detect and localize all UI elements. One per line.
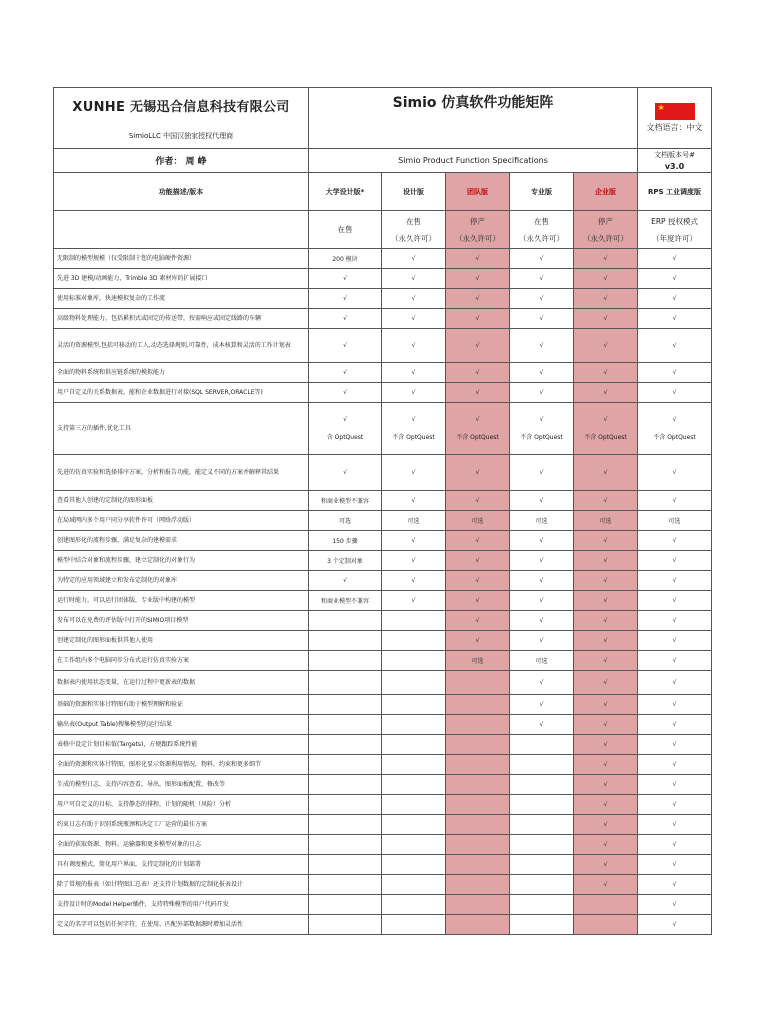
edition-cell: √ (510, 491, 574, 511)
edition-cell: √ (574, 363, 638, 383)
edition-cell: √ (574, 875, 638, 895)
edition-cell: 和商业模型不兼容 (309, 491, 382, 511)
edition-cell (446, 895, 510, 915)
edition-cell: √ (510, 363, 574, 383)
china-flag-icon: ★ (655, 103, 695, 120)
edition-cell: √ (382, 455, 446, 491)
table-row (54, 309, 712, 329)
edition-cell: √ (446, 531, 510, 551)
edition-cell (510, 795, 574, 815)
feature-column-header: 功能描述/版本 (54, 173, 309, 211)
edition-cell: √ (574, 815, 638, 835)
edition-cell: √ (382, 249, 446, 269)
subtitle: Simio Product Function Specifications (309, 149, 638, 173)
edition-cell (510, 835, 574, 855)
license-type: （永久许可） (583, 233, 629, 243)
feature-description: 生成的模型日志，支持内容查看，导出，图形面板配置，修改等 (54, 775, 309, 795)
table-row (54, 815, 712, 835)
feature-description: 查看其他人创建的定制化的图形面板 (54, 491, 309, 511)
status-text: 停产 (598, 216, 614, 226)
table-row (54, 875, 712, 895)
license-type: （年度许可） (652, 233, 698, 243)
edition-cell: √ (638, 571, 712, 591)
edition-cell: √ (382, 571, 446, 591)
edition-cell: √ (638, 329, 712, 363)
table-row (54, 651, 712, 671)
edition-cell (510, 875, 574, 895)
table-row (54, 755, 712, 775)
feature-description: 使用标准对象库，快速模拟复杂的工作流 (54, 289, 309, 309)
status-label-cell (54, 211, 309, 249)
edition-cell (382, 611, 446, 631)
edition-cell (446, 795, 510, 815)
edition-cell: √ (510, 531, 574, 551)
edition-cell (510, 735, 574, 755)
edition-cell: √ (309, 455, 382, 491)
edition-cell (446, 775, 510, 795)
edition-cell: √ (309, 363, 382, 383)
license-type: （永久许可） (455, 233, 500, 243)
edition-cell: √ (446, 631, 510, 651)
edition-cell (382, 671, 446, 695)
feature-description: 无限制的模型规模（仅受限制于您的电脑硬件资源） (54, 249, 309, 269)
table-row (54, 735, 712, 755)
edition-cell: √ (309, 571, 382, 591)
edition-cell: √ (309, 289, 382, 309)
edition-cell (446, 875, 510, 895)
edition-cell: √ (638, 455, 712, 491)
edition-cell (382, 775, 446, 795)
edition-cell: √ 不含 OptQuest (638, 403, 712, 455)
edition-cell (382, 895, 446, 915)
feature-description: 定义的名字可以包括任何字符，在使用、匹配外部数据源时增加灵活性 (54, 915, 309, 935)
edition-cell (510, 815, 574, 835)
table-row (54, 671, 712, 695)
edition-cell: 200 模块 (309, 249, 382, 269)
product-title-cell (309, 88, 638, 149)
edition-cell (446, 915, 510, 935)
edition-cell: √ (638, 591, 712, 611)
table-row (54, 491, 712, 511)
table-row (54, 455, 712, 491)
edition-cell: √ (574, 551, 638, 571)
license-type: （永久许可） (391, 233, 436, 243)
author-name: 周 峥 (185, 157, 207, 167)
feature-description: 发布可以在免费的评估版中打开的SIMIO项目模型 (54, 611, 309, 631)
edition-cell: √ (510, 309, 574, 329)
edition-cell (309, 835, 382, 855)
edition-cell: √ (446, 289, 510, 309)
edition-cell: √ (446, 269, 510, 289)
version-label: 文档版本号# (654, 150, 695, 159)
edition-cell (309, 631, 382, 651)
edition-cell: √ (638, 735, 712, 755)
table-row (54, 695, 712, 715)
feature-description: 先进的仿真实验和选择排序方案，分析和报告功能，能定义不同的方案并解释其结果 (54, 455, 309, 491)
edition-cell: √ (510, 383, 574, 403)
table-row (54, 611, 712, 631)
edition-cell (309, 735, 382, 755)
table-row (54, 591, 712, 611)
edition-cell: √ (446, 591, 510, 611)
edition-cell: 可选 (446, 651, 510, 671)
edition-cell (309, 775, 382, 795)
edition-cell (382, 915, 446, 935)
table-row (54, 915, 712, 935)
edition-cell: √ (574, 631, 638, 651)
edition-cell (382, 755, 446, 775)
edition-cell: √ (382, 591, 446, 611)
edition-cell: √ (574, 695, 638, 715)
edition-header-0: 大学设计版* (309, 173, 382, 211)
edition-cell: √ (574, 715, 638, 735)
edition-cell: √ (510, 671, 574, 695)
edition-cell: √ (510, 455, 574, 491)
feature-description: 数据表内使用状态变量，在运行过程中更新表的数据 (54, 671, 309, 695)
edition-header-1: 设计版 (382, 173, 446, 211)
edition-cell: √ (309, 329, 382, 363)
edition-cell: √ (638, 651, 712, 671)
edition-cell: √ (446, 551, 510, 571)
table-row (54, 571, 712, 591)
edition-cell (309, 815, 382, 835)
edition-cell (510, 895, 574, 915)
edition-cell (309, 671, 382, 695)
edition-cell: √ (446, 455, 510, 491)
edition-cell: √ (638, 775, 712, 795)
edition-cell: √ (574, 383, 638, 403)
edition-cell: √ (382, 491, 446, 511)
edition-status-0 (309, 211, 382, 249)
table-row (54, 531, 712, 551)
table-row (54, 631, 712, 651)
edition-cell: √ (638, 815, 712, 835)
table-row (54, 383, 712, 403)
edition-cell: 可选 (510, 511, 574, 531)
edition-cell: √ (638, 715, 712, 735)
table-row (54, 835, 712, 855)
edition-cell: √ (510, 249, 574, 269)
edition-cell: √ (574, 531, 638, 551)
edition-cell (382, 855, 446, 875)
edition-cell: √ (574, 591, 638, 611)
edition-cell: √ (510, 611, 574, 631)
version-number: v3.0 (664, 161, 685, 171)
edition-cell: √ (446, 571, 510, 591)
edition-cell: 和商业模型不兼容 (309, 591, 382, 611)
edition-cell (309, 611, 382, 631)
edition-cell (446, 815, 510, 835)
edition-cell: √ (510, 269, 574, 289)
edition-cell (382, 715, 446, 735)
edition-cell: √ (638, 309, 712, 329)
edition-cell: √ 不含 OptQuest (510, 403, 574, 455)
edition-cell: √ (382, 551, 446, 571)
feature-description: 全面的物料系统和供应链系统的模拟能力 (54, 363, 309, 383)
author-cell (54, 149, 309, 173)
edition-cell (309, 715, 382, 735)
edition-cell: √ (510, 551, 574, 571)
edition-cell (510, 915, 574, 935)
edition-cell: √ (638, 531, 712, 551)
edition-cell (510, 855, 574, 875)
edition-cell: √ (638, 491, 712, 511)
edition-cell (446, 695, 510, 715)
edition-cell (382, 875, 446, 895)
edition-cell: √ (574, 329, 638, 363)
edition-cell: √ (574, 289, 638, 309)
feature-description: 模型中结合对象和流程步骤，建立定制化的对象行为 (54, 551, 309, 571)
document-language: 文档语言：中文 (646, 122, 703, 132)
feature-description: 基础的资源和实体甘特图有助于模型理解和验证 (54, 695, 309, 715)
edition-cell (574, 915, 638, 935)
edition-cell: √ (638, 895, 712, 915)
edition-cell: √ (309, 309, 382, 329)
edition-cell: √ (574, 835, 638, 855)
edition-cell (382, 795, 446, 815)
edition-cell: √ (574, 269, 638, 289)
edition-cell: √ (638, 289, 712, 309)
edition-status-3 (510, 211, 574, 249)
edition-cell: 可选 (309, 511, 382, 531)
edition-cell: 150 步骤 (309, 531, 382, 551)
edition-cell: √ (574, 571, 638, 591)
edition-cell: √ 不含 OptQuest (574, 403, 638, 455)
edition-cell (382, 835, 446, 855)
edition-cell: √ (638, 383, 712, 403)
edition-cell: √ (574, 491, 638, 511)
edition-cell (446, 735, 510, 755)
edition-cell: √ (446, 383, 510, 403)
author-label: 作者： (155, 157, 183, 167)
edition-cell (309, 875, 382, 895)
edition-cell (382, 651, 446, 671)
table-row (54, 269, 712, 289)
edition-cell: √ (638, 631, 712, 651)
edition-cell (309, 795, 382, 815)
agent-note: SimioLLC 中国汉独家授权代理商 (128, 131, 234, 140)
table-row (54, 289, 712, 309)
edition-cell: √ (382, 329, 446, 363)
table-row (54, 329, 712, 363)
feature-description: 灵活的资源模型,包括可移动的工人,动态选择规则,可靠性，成本核算和灵活的工作计划表 (54, 329, 309, 363)
edition-cell: 可选 (638, 511, 712, 531)
feature-description: 创建定制化的图形面板供其他人使用 (54, 631, 309, 651)
table-row (54, 403, 712, 455)
feature-description: 除了常规的报表（如甘特图汇总表）还支持计划数据的定制化报表设计 (54, 875, 309, 895)
edition-status-4 (574, 211, 638, 249)
edition-cell: √ (309, 269, 382, 289)
feature-description: 全面的获取资源、物料、运输器和更多模型对象的日志 (54, 835, 309, 855)
edition-cell: √ (574, 455, 638, 491)
edition-cell: √ (446, 611, 510, 631)
feature-description: 用户可自定义的目标，支持静态的排程，计划的随机（风险）分析 (54, 795, 309, 815)
table-row (54, 511, 712, 531)
edition-cell: √ (638, 551, 712, 571)
feature-description: 支持设计时的Model Helper插件，支持特殊模型的用户代码开发 (54, 895, 309, 915)
edition-cell: √ (574, 651, 638, 671)
table-row (54, 795, 712, 815)
edition-cell (309, 755, 382, 775)
edition-cell: √ (574, 775, 638, 795)
feature-description: 运行时能力，可以运行团体版，专业版中构建的模型 (54, 591, 309, 611)
edition-cell: √ (638, 915, 712, 935)
company-cell (54, 88, 309, 149)
edition-cell (446, 855, 510, 875)
feature-description: 输出表(Output Table)搜集模型的运行结果 (54, 715, 309, 735)
edition-header-4: 企业版 (574, 173, 638, 211)
edition-cell: √ 不含 OptQuest (446, 403, 510, 455)
feature-description: 先进 3D 建模/动画能力，Trimble 3D 素材库的扩展接口 (54, 269, 309, 289)
edition-cell: √ (574, 309, 638, 329)
edition-cell: √ (638, 249, 712, 269)
edition-cell: √ (638, 795, 712, 815)
edition-cell: √ (510, 715, 574, 735)
edition-cell: √ (510, 591, 574, 611)
edition-cell: √ (574, 855, 638, 875)
edition-cell: √ (446, 329, 510, 363)
edition-cell (309, 651, 382, 671)
edition-cell: √ 含 OptQuest (309, 403, 382, 455)
edition-cell: √ 不含 OptQuest (382, 403, 446, 455)
edition-cell: 3 个定制对象 (309, 551, 382, 571)
feature-description: 约束日志有助于识别系统瓶颈和决定工厂运营的最佳方案 (54, 815, 309, 835)
table-row (54, 775, 712, 795)
edition-header-3: 专业版 (510, 173, 574, 211)
language-cell (638, 88, 712, 149)
edition-cell: √ (382, 309, 446, 329)
table-row (54, 895, 712, 915)
edition-cell: √ (510, 631, 574, 651)
feature-description: 高级物料处理能力，包括累积式或固定的传送带，按需响应或固定线路的车辆 (54, 309, 309, 329)
edition-cell (446, 835, 510, 855)
edition-cell (309, 695, 382, 715)
edition-cell (309, 895, 382, 915)
edition-header-5: RPS 工业调度版 (638, 173, 712, 211)
edition-cell: 可选 (382, 511, 446, 531)
feature-description: 创建图形化的流程步骤，满足复杂的建模需求 (54, 531, 309, 551)
edition-cell (446, 671, 510, 695)
edition-cell: √ (382, 383, 446, 403)
edition-cell: √ (510, 695, 574, 715)
status-text: 在售 (406, 216, 421, 226)
edition-cell: √ (446, 363, 510, 383)
edition-cell: √ (446, 249, 510, 269)
edition-cell: √ (574, 249, 638, 269)
edition-cell: √ (510, 289, 574, 309)
table-row (54, 551, 712, 571)
edition-status-2 (446, 211, 510, 249)
edition-cell: √ (638, 269, 712, 289)
feature-description: 为特定的应用领域建立和发布定制化的对象库 (54, 571, 309, 591)
edition-cell: √ (382, 289, 446, 309)
edition-cell: 可选 (574, 511, 638, 531)
edition-cell: √ (446, 491, 510, 511)
edition-cell: √ (382, 269, 446, 289)
feature-description: 在局域网内多个用户同分享软件许可（网络浮动版） (54, 511, 309, 531)
edition-cell (510, 755, 574, 775)
table-row (54, 249, 712, 269)
edition-cell: √ (638, 695, 712, 715)
table-row (54, 363, 712, 383)
spec-sheet (53, 87, 711, 935)
edition-cell: √ (638, 755, 712, 775)
edition-cell (309, 855, 382, 875)
edition-cell: √ (638, 671, 712, 695)
table-row (54, 715, 712, 735)
edition-cell (382, 695, 446, 715)
feature-description: 在工作组内多个电脑同步分布式运行仿真实验方案 (54, 651, 309, 671)
edition-cell: √ (510, 571, 574, 591)
product-title: Simio 仿真软件功能矩阵 (392, 95, 554, 111)
edition-cell (510, 775, 574, 795)
feature-description: 支持第三方的插件,优化工具 (54, 403, 309, 455)
edition-cell: √ (638, 363, 712, 383)
edition-cell: 可选 (446, 511, 510, 531)
edition-status-1 (382, 211, 446, 249)
feature-description: 具有调度模式，简化用户界面，支持定制化的计划部署 (54, 855, 309, 875)
edition-cell: √ (574, 795, 638, 815)
edition-cell (446, 755, 510, 775)
edition-cell (574, 895, 638, 915)
edition-cell: √ (574, 611, 638, 631)
edition-cell: √ (574, 671, 638, 695)
version-cell (638, 149, 712, 173)
feature-description: 用户自定义的关系数据表，能和企业数据进行对接(SQL SERVER,ORACLE等) (54, 383, 309, 403)
edition-cell: √ (382, 363, 446, 383)
edition-cell: √ (638, 611, 712, 631)
status-text: 停产 (470, 216, 485, 226)
edition-cell (309, 915, 382, 935)
edition-cell: √ (309, 383, 382, 403)
edition-cell: √ (574, 735, 638, 755)
edition-header-2: 团队版 (446, 173, 510, 211)
function-matrix-table (53, 87, 712, 935)
edition-status-5 (638, 211, 712, 249)
table-row (54, 855, 712, 875)
feature-description: 表格中设定计划目标值(Targets)，方便跟踪系统性能 (54, 735, 309, 755)
edition-cell (382, 735, 446, 755)
company-name: XUNHE 无锡迅合信息科技有限公司 (72, 99, 290, 115)
edition-cell (382, 631, 446, 651)
edition-cell: √ (638, 875, 712, 895)
edition-cell: √ (510, 329, 574, 363)
edition-cell: √ (638, 835, 712, 855)
edition-cell: √ (574, 755, 638, 775)
edition-cell (382, 815, 446, 835)
feature-description: 全面的资源和实体甘特图，图形化显示资源利用情况，物料，约束和更多细节 (54, 755, 309, 775)
edition-cell: √ (446, 309, 510, 329)
edition-cell: √ (382, 531, 446, 551)
status-text: ERP 授权模式 (651, 216, 698, 226)
license-type: （永久许可） (519, 233, 564, 243)
edition-cell: 可选 (510, 651, 574, 671)
status-text: 在售 (337, 224, 353, 234)
status-text: 在售 (534, 216, 549, 226)
edition-cell (446, 715, 510, 735)
edition-cell: √ (638, 855, 712, 875)
